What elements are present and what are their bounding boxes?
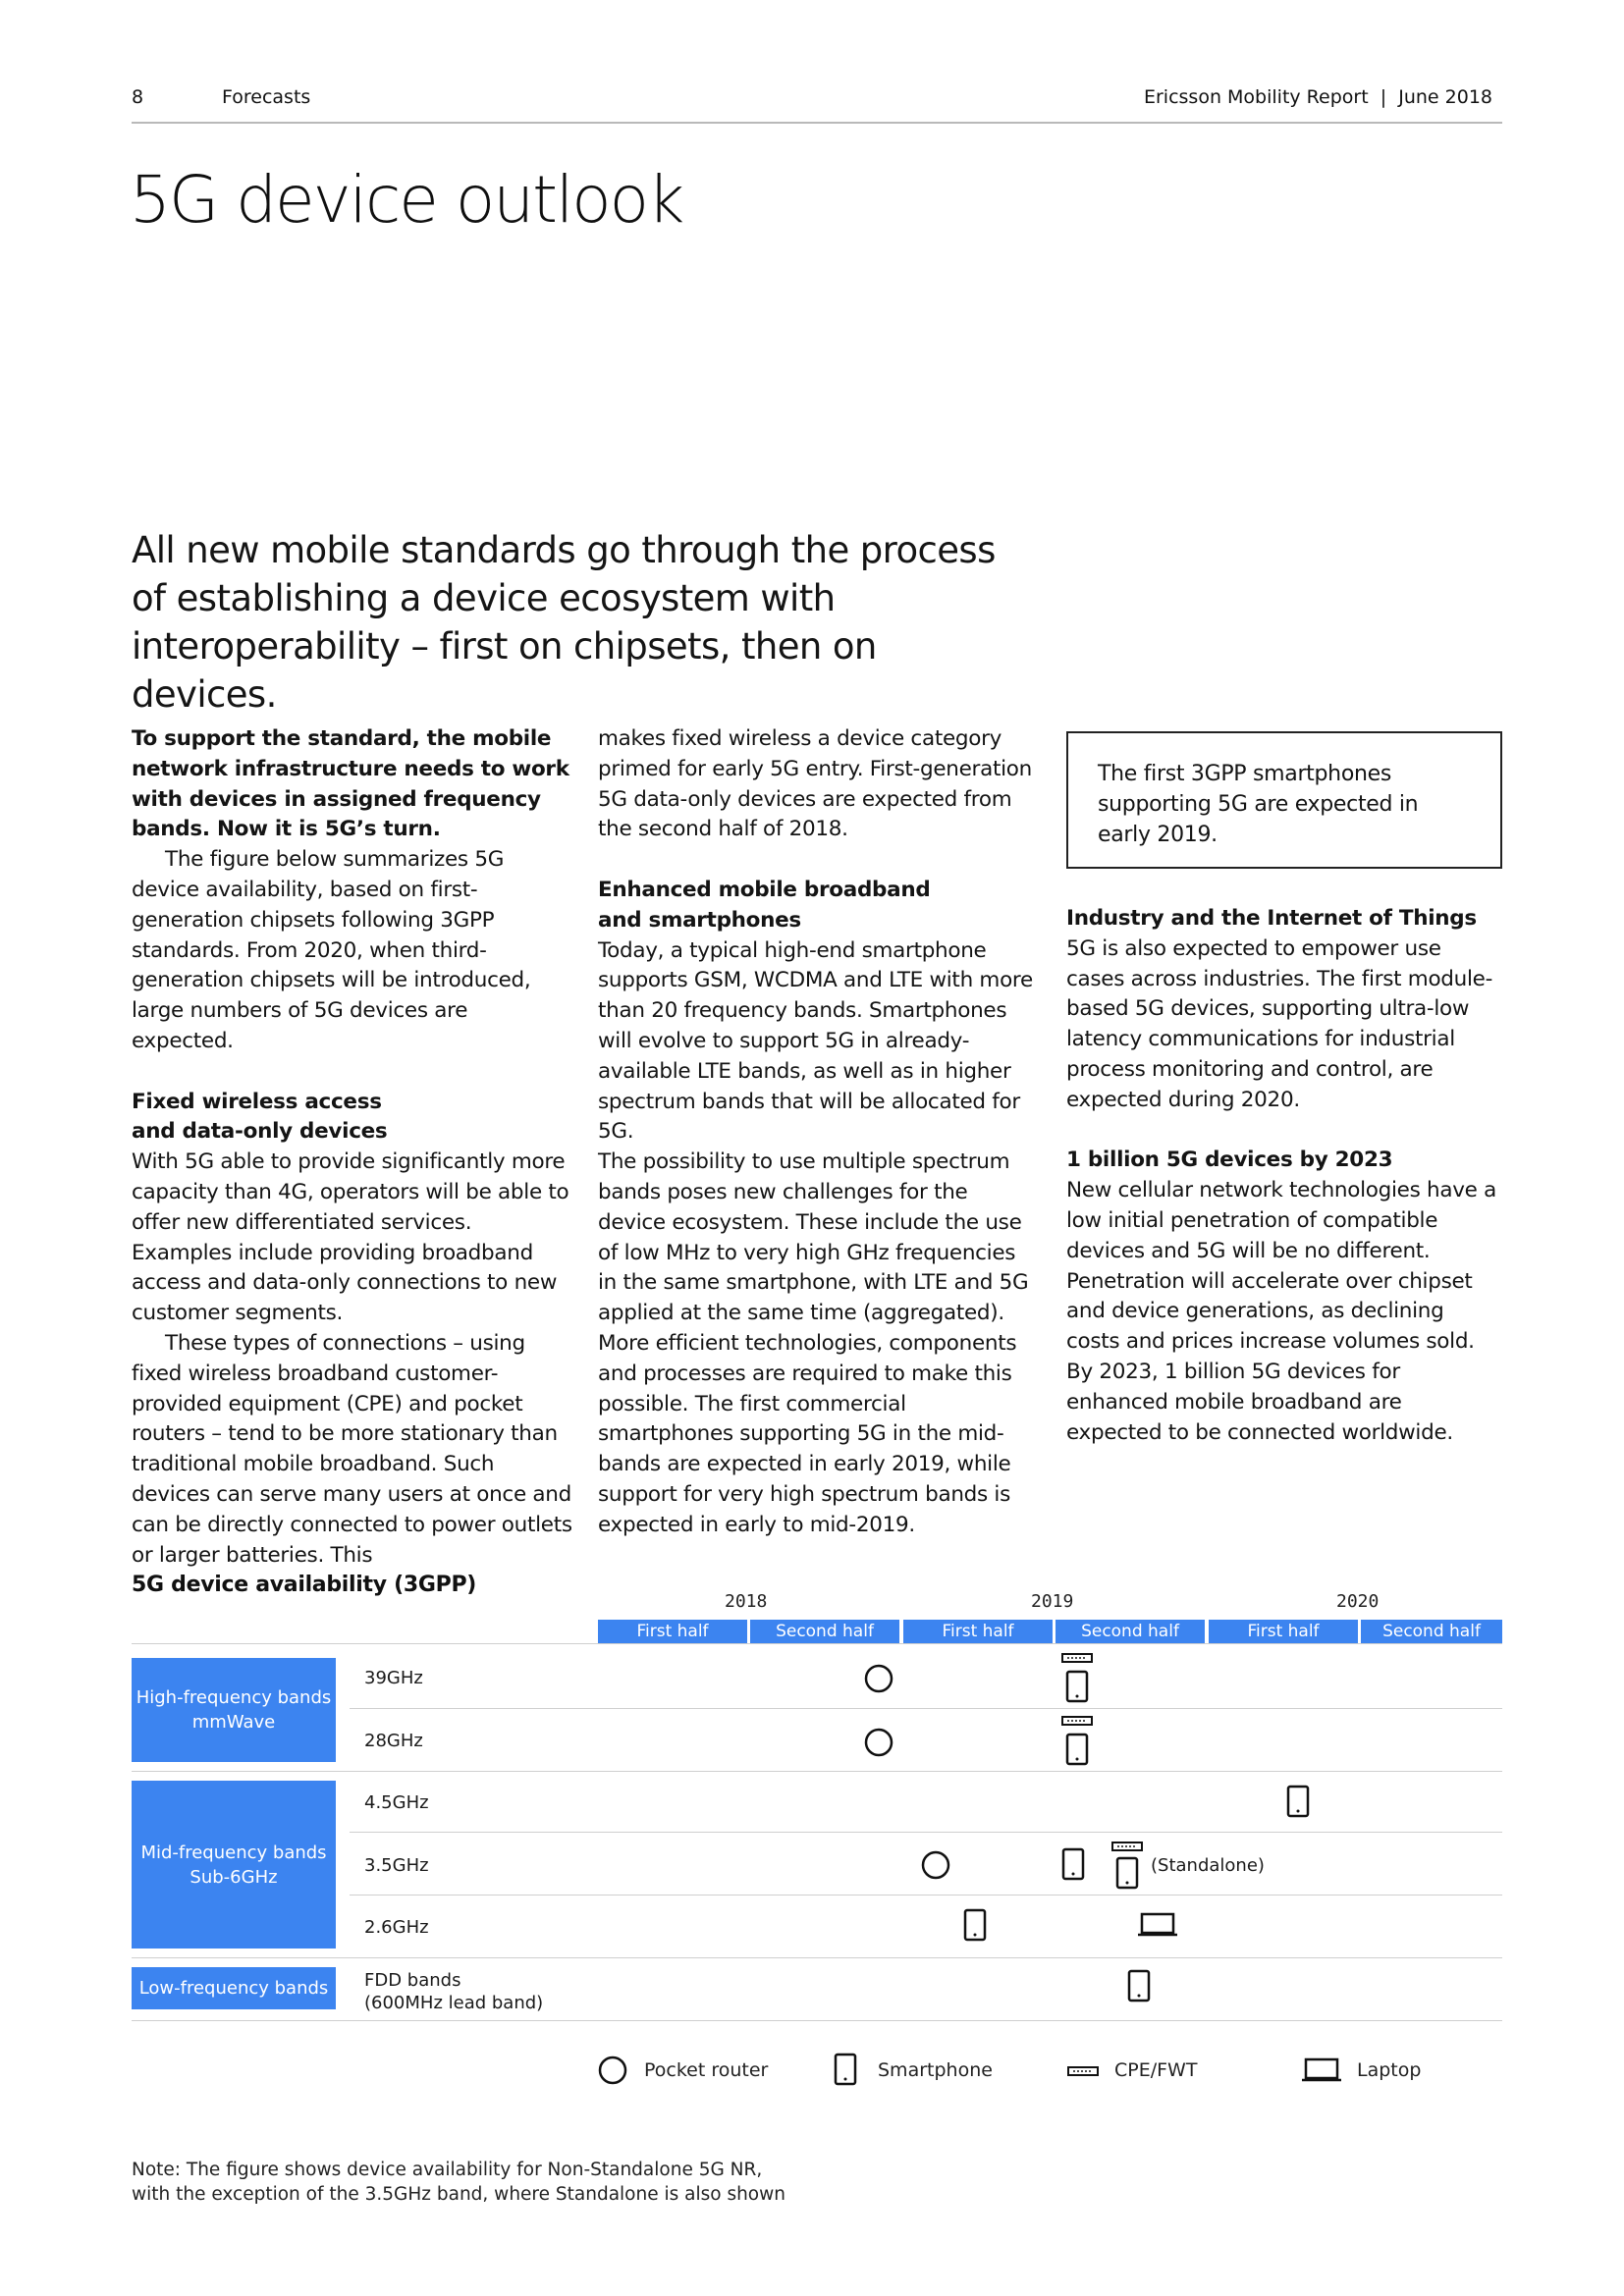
- row-divider: [350, 1832, 1502, 1833]
- cpe-icon: [1061, 1653, 1093, 1663]
- pocket-router-icon: [921, 1850, 950, 1880]
- band-group-sublabel: Sub-6GHz: [189, 1866, 278, 1888]
- subheading: Industry and the Internet of Things: [1066, 906, 1477, 931]
- figure-title: 5G device availability (3GPP): [132, 1573, 477, 1597]
- smartphone-icon: [1127, 1969, 1151, 2002]
- page-title: 5G device outlook: [130, 162, 683, 238]
- paragraph: New cellular network technologies have a low initial penetration of compatible devices and 5G will be no different. Penetration will accelerate over chipset and device generations, as declining costs and prices increase volumes sold. By 2023, 1 billion 5G devices for enhanced mobile broadband are expected to be connected worldwide.: [1066, 1178, 1496, 1445]
- intro-paragraph: All new mobile standards go through the process of establishing a device ecosystem with interoperability – first on chipsets, then on devices.: [132, 529, 996, 716]
- subheading: 1 billion 5G devices by 2023: [1066, 1148, 1393, 1173]
- row-label-3-5ghz: 3.5GHz: [364, 1855, 429, 1876]
- text-column-1: [132, 724, 573, 1571]
- half-header: First half: [903, 1620, 1053, 1643]
- pocket-router-icon: [598, 2056, 627, 2085]
- cpe-icon: [1067, 2066, 1099, 2076]
- paragraph: The possibility to use multiple spectrum bands poses new challenges for the device ecosystem. These include the use of low MHz to very high GHz frequencies in the same smartphone, with LTE and 5G applied at the same time (aggregated). More efficient technologies, components and processes are required to make this possible. The first commercial smartphones supporting 5G in the mid-bands are expected in early 2019, while support for very high spectrum bands is expected in early to mid-2019.: [598, 1149, 1029, 1537]
- legend-pocket-router: Pocket router: [644, 2059, 769, 2081]
- legend-laptop: Laptop: [1357, 2059, 1422, 2081]
- half-header: First half: [1209, 1620, 1358, 1643]
- smartphone-icon: [1286, 1785, 1310, 1818]
- pocket-router-icon: [864, 1664, 893, 1693]
- row-divider: [132, 1771, 1502, 1772]
- note-line: with the exception of the 3.5GHz band, where Standalone is also shown: [132, 2184, 785, 2205]
- smartphone-icon: [1115, 1856, 1139, 1890]
- cpe-icon: [1111, 1842, 1143, 1851]
- text-column-3: [1066, 904, 1502, 1448]
- smartphone-icon: [1061, 1847, 1085, 1881]
- legend-cpe: CPE/FWT: [1114, 2059, 1198, 2081]
- smartphone-icon: [834, 2053, 857, 2086]
- subheading: and smartphones: [598, 907, 801, 933]
- row-label-39ghz: 39GHz: [364, 1668, 423, 1688]
- text-column-2: [598, 724, 1040, 1541]
- band-group-sublabel: mmWave: [191, 1712, 276, 1733]
- row-divider: [132, 2020, 1502, 2021]
- row-label-fdd-sub: (600MHz lead band): [364, 1993, 544, 2013]
- band-group-low: [132, 1967, 336, 2009]
- band-group-high: [132, 1658, 336, 1762]
- pull-quote: The first 3GPP smartphones supporting 5G are expected in early 2019.: [1066, 731, 1502, 869]
- row-divider: [350, 1895, 1502, 1896]
- standalone-note: (Standalone): [1151, 1855, 1265, 1876]
- cpe-icon: [1061, 1716, 1093, 1726]
- row-label-4-5ghz: 4.5GHz: [364, 1792, 429, 1813]
- report-title: Ericsson Mobility Report | June 2018: [1143, 86, 1492, 108]
- subheading: Fixed wireless access: [132, 1089, 382, 1114]
- laptop-icon: [1301, 2057, 1342, 2083]
- row-divider: [132, 1957, 1502, 1958]
- figure-note: [132, 2158, 785, 2207]
- row-divider: [350, 1708, 1502, 1709]
- half-header: Second half: [1056, 1620, 1205, 1643]
- row-label-28ghz: 28GHz: [364, 1731, 423, 1751]
- subheading: Enhanced mobile broadband: [598, 877, 931, 902]
- paragraph: With 5G able to provide significantly more capacity than 4G, operators will be able to offer new differentiated services. Examples include providing broadband access and data-only connections to new customer segments.: [132, 1149, 569, 1326]
- row-label-fdd: FDD bands: [364, 1970, 461, 1991]
- band-group-mid: [132, 1781, 336, 1949]
- band-group-label: Mid-frequency bands: [140, 1842, 327, 1863]
- paragraph: 5G is also expected to empower use cases across industries. The first module-based 5G devices, supporting ultra-low latency communications for industrial process monitoring and control, are expected during 2020.: [1066, 935, 1493, 1112]
- smartphone-icon: [1065, 1670, 1089, 1703]
- paragraph: makes fixed wireless a device category primed for early 5G entry. First-generation 5G data-only devices are expected from the second half of 2018.: [598, 726, 1032, 842]
- note-line: Note: The figure shows device availability for Non-Standalone 5G NR,: [132, 2160, 763, 2180]
- section-name: Forecasts: [222, 86, 311, 108]
- lead-paragraph: To support the standard, the mobile network infrastructure needs to work with devices in assigned frequency bands. Now it is 5G’s turn.: [132, 726, 569, 842]
- subheading: and data-only devices: [132, 1119, 388, 1145]
- year-label: 2018: [725, 1591, 768, 1612]
- paragraph: Today, a typical high-end smartphone supports GSM, WCDMA and LTE with more than 20 frequency bands. Smartphones will evolve to support 5G in already-available LTE bands, as well as in higher spectrum bands that will be allocated for 5G.: [598, 937, 1033, 1145]
- page-number: 8: [132, 86, 144, 108]
- laptop-icon: [1137, 1912, 1178, 1938]
- band-group-label: High-frequency bands: [135, 1687, 332, 1708]
- paragraph: The figure below summarizes 5G device availability, based on first-generation chipsets following 3GPP standards. From 2020, when third-generation chipsets will be introduced, large numbers of 5G devices are expected.: [132, 847, 531, 1053]
- smartphone-icon: [1065, 1733, 1089, 1766]
- half-header: Second half: [1361, 1620, 1502, 1643]
- figure-top-rule: [132, 1643, 1502, 1644]
- half-header: First half: [598, 1620, 747, 1643]
- header-divider: [132, 122, 1502, 124]
- band-group-label: Low-frequency bands: [138, 1978, 329, 1999]
- row-label-2-6ghz: 2.6GHz: [364, 1917, 429, 1938]
- year-label: 2020: [1336, 1591, 1380, 1612]
- year-label: 2019: [1031, 1591, 1074, 1612]
- smartphone-icon: [963, 1908, 987, 1942]
- paragraph: These types of connections – using fixed wireless broadband customer-provided equipment (CPE) and pocket routers – tend to be more stationary than traditional mobile broadband. Such devices can serve many users at once and can be directly connected to power outlets or larger batteries. This: [132, 1330, 572, 1568]
- pocket-router-icon: [864, 1728, 893, 1757]
- half-header: Second half: [750, 1620, 899, 1643]
- legend-smartphone: Smartphone: [878, 2059, 993, 2081]
